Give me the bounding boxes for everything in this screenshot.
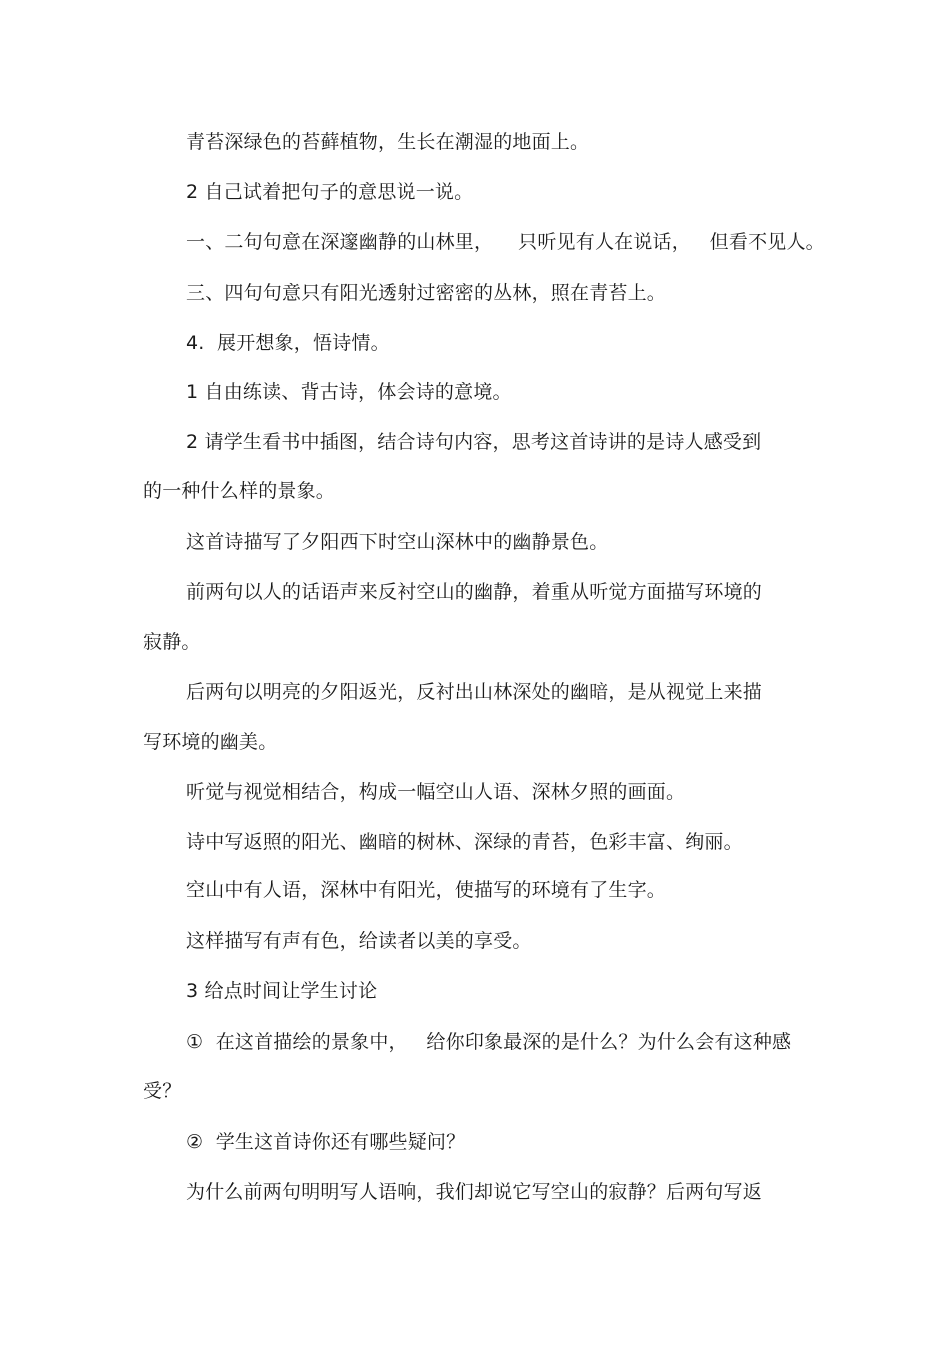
paragraph-line: 的一种什么样的景象。 (143, 480, 336, 502)
paragraph-line: 2 请学生看书中插图，结合诗句内容，思考这首诗讲的是诗人感受到 (186, 431, 762, 453)
paragraph-line: 后两句以明亮的夕阳返光，反衬出山林深处的幽暗，是从视觉上来描 (186, 681, 763, 703)
section-heading: 4. 展开想象，悟诗情。 (186, 332, 390, 354)
paragraph-line: 3 给点时间让学生讨论 (186, 980, 378, 1002)
paragraph-line: 诗中写返照的阳光、幽暗的树林、深绿的青苔，色彩丰富、绚丽。 (186, 831, 743, 853)
paragraph-line: 为什么前两句明明写人语响，我们却说它写空山的寂静？后两句写返 (186, 1181, 763, 1203)
paragraph-line: 2 自己试着把句子的意思说一说。 (186, 181, 474, 203)
paragraph-line: 听觉与视觉相结合，构成一幅空山人语、深林夕照的画面。 (186, 781, 686, 803)
paragraph-line: 写环境的幽美。 (143, 731, 278, 753)
paragraph-line: 三、四句句意只有阳光透射过密密的丛林，照在青苔上。 (186, 282, 667, 304)
paragraph-line: 青苔深绿色的苔藓植物，生长在潮湿的地面上。 (186, 131, 590, 153)
paragraph-line: 1 自由练读、背古诗，体会诗的意境。 (186, 381, 512, 403)
paragraph-line: 空山中有人语，深林中有阳光，使描写的环境有了生字。 (186, 879, 667, 901)
paragraph-line: 一、二句句意在深邃幽静的山林里， 只听见有人在说话， 但看不见人。 (186, 231, 825, 253)
list-item: ② 学生这首诗你还有哪些疑问？ (186, 1131, 466, 1153)
list-item: ① 在这首描绘的景象中， 给你印象最深的是什么？为什么会有这种感 (186, 1031, 792, 1053)
paragraph-line: 受？ (143, 1080, 182, 1102)
paragraph-line: 这样描写有声有色，给读者以美的享受。 (186, 930, 532, 952)
paragraph-line: 前两句以人的话语声来反衬空山的幽静，着重从听觉方面描写环境的 (186, 581, 763, 603)
paragraph-line: 寂静。 (143, 631, 201, 653)
paragraph-line: 这首诗描写了夕阳西下时空山深林中的幽静景色。 (186, 531, 609, 553)
